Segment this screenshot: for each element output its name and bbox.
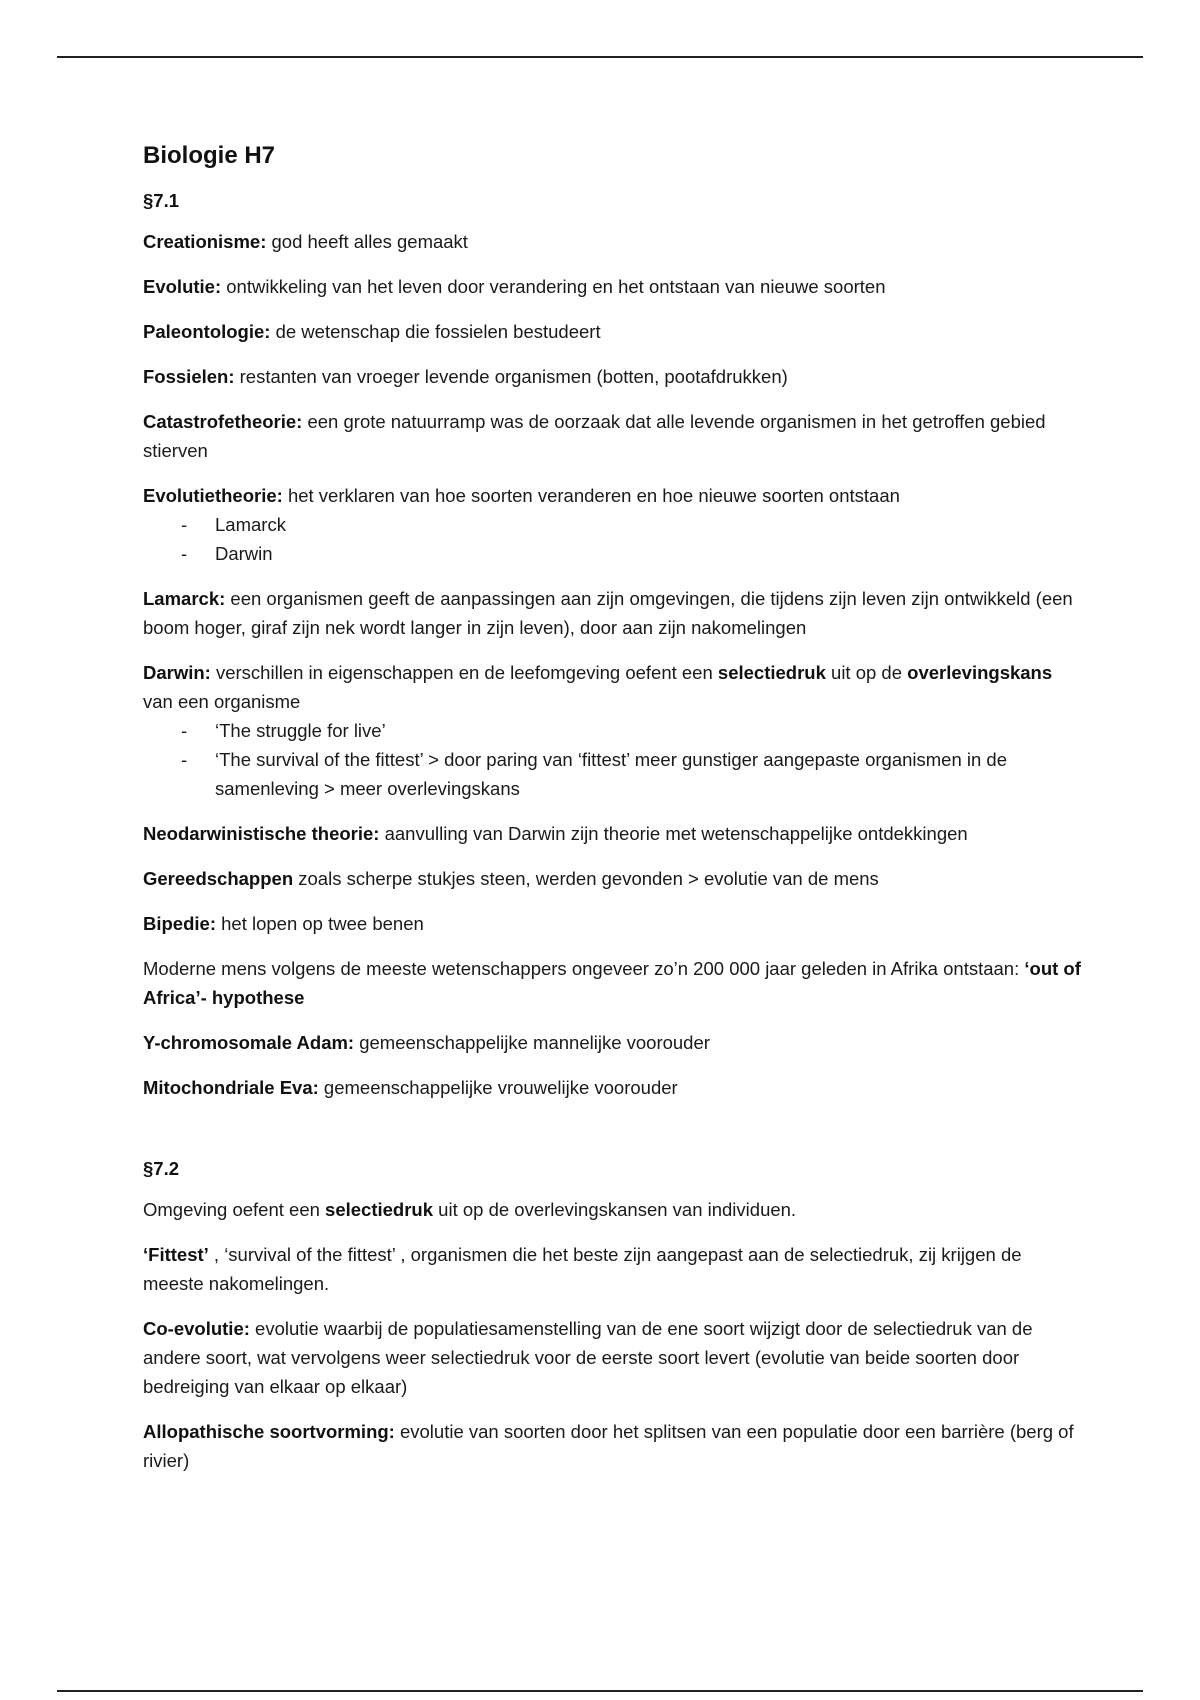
definition-text: ontwikkeling van het leven door verandering en het ontstaan van nieuwe soorten xyxy=(221,276,886,297)
list-item: - ‘The survival of the fittest’ > door paring van ‘fittest’ meer gunstiger aangepaste organismen in de samenleving > meer overlevingskans xyxy=(143,745,1083,803)
definition-text: de wetenschap die fossielen bestudeert xyxy=(270,321,601,342)
term: Mitochondriale Eva: xyxy=(143,1077,319,1098)
definition-text: restanten van vroeger levende organismen (botten, pootafdrukken) xyxy=(234,366,788,387)
list-item: - ‘The struggle for live’ xyxy=(143,716,1083,745)
term: Y-chromosomale Adam: xyxy=(143,1032,355,1053)
definition-y-chromosomale-adam xyxy=(143,1028,1083,1057)
term: ‘Fittest’ xyxy=(143,1244,209,1265)
definition-text: zoals scherpe stukjes steen, werden gevonden > evolutie van de mens xyxy=(293,868,879,889)
section-spacer xyxy=(143,1118,1083,1154)
definition-evolutie xyxy=(143,272,1083,301)
theory-list xyxy=(143,510,1083,568)
definition-catastrofetheorie xyxy=(143,407,1083,465)
list-item: - Lamarck xyxy=(143,510,1083,539)
definition-neodarwinisme xyxy=(143,819,1083,848)
definition-paleontologie xyxy=(143,317,1083,346)
definition-text: gemeenschappelijke mannelijke voorouder xyxy=(354,1032,710,1053)
paragraph-text: Moderne mens volgens de meeste wetenschappers ongeveer zo’n 200 000 jaar geleden in Afrika ontstaan: xyxy=(143,958,1025,979)
section-heading-7-2: §7.2 xyxy=(143,1158,180,1179)
definition-text: god heeft alles gemaakt xyxy=(266,231,468,252)
emphasis: ‘out of Africa’- hypothese xyxy=(143,958,1081,1008)
definition-gereedschappen xyxy=(143,864,1083,893)
term: Fossielen: xyxy=(143,366,235,387)
definition-allopathische-soortvorming xyxy=(143,1417,1083,1475)
emphasis: overlevingskans xyxy=(907,662,1053,683)
definition-darwin xyxy=(143,658,1083,716)
term: Paleontologie: xyxy=(143,321,271,342)
document-body xyxy=(143,140,1083,1491)
definition-evolutietheorie xyxy=(143,481,1083,510)
definition-fossielen xyxy=(143,362,1083,391)
term: Lamarck: xyxy=(143,588,226,609)
definition-mitochondriale-eva xyxy=(143,1073,1083,1102)
definition-text: een grote natuurramp was de oorzaak dat alle levende organismen in het getroffen gebied stierven xyxy=(143,411,1046,461)
term: Co-evolutie: xyxy=(143,1318,250,1339)
emphasis: selectiedruk xyxy=(325,1199,434,1220)
term: Creationisme: xyxy=(143,231,267,252)
paragraph-text: uit op de overlevingskansen van individuen. xyxy=(433,1199,797,1220)
definition-text: aanvulling van Darwin zijn theorie met wetenschappelijke ontdekkingen xyxy=(379,823,968,844)
definition-creationisme xyxy=(143,227,1083,256)
darwin-list xyxy=(143,716,1083,803)
definition-co-evolutie xyxy=(143,1314,1083,1401)
paragraph-text: Omgeving oefent een xyxy=(143,1199,326,1220)
definition-text: verschillen in eigenschappen en de leefomgeving oefent een xyxy=(210,662,718,683)
term: Bipedie: xyxy=(143,913,216,934)
term: Allopathische soortvorming: xyxy=(143,1421,395,1442)
definition-text: uit op de xyxy=(825,662,908,683)
definition-text: , ‘survival of the fittest’ , organismen die het beste zijn aangepast aan de selectiedruk, zij krijgen de meeste nakomelingen. xyxy=(143,1244,1022,1294)
term: Neodarwinistische theorie: xyxy=(143,823,380,844)
definition-text: het verklaren van hoe soorten veranderen en hoe nieuwe soorten ontstaan xyxy=(282,485,900,506)
paragraph-moderne-mens xyxy=(143,954,1083,1012)
term: Evolutietheorie: xyxy=(143,485,283,506)
term: Gereedschappen xyxy=(143,868,294,889)
definition-text: gemeenschappelijke vrouwelijke voorouder xyxy=(318,1077,678,1098)
term: Evolutie: xyxy=(143,276,222,297)
term: Darwin: xyxy=(143,662,211,683)
paragraph-omgeving xyxy=(143,1195,1083,1224)
definition-bipedie xyxy=(143,909,1083,938)
list-item: - Darwin xyxy=(143,539,1083,568)
definition-text: een organismen geeft de aanpassingen aan zijn omgevingen, die tijdens zijn leven zijn ontwikkeld (een boom hoger, giraf zijn nek wordt langer in zijn leven), door aan zijn nakomelingen xyxy=(143,588,1073,638)
section-heading-7-1: §7.1 xyxy=(143,190,180,211)
definition-fittest xyxy=(143,1240,1083,1298)
header-rule xyxy=(57,56,1143,58)
definition-text: het lopen op twee benen xyxy=(215,913,424,934)
footer-rule xyxy=(57,1690,1143,1692)
definition-text: evolutie waarbij de populatiesamenstelling van de ene soort wijzigt door de selectiedruk van de andere soort, wat vervolgens weer selectiedruk voor de eerste soort levert (evolutie van beide soorten door bedreiging van elkaar op elkaar) xyxy=(143,1318,1033,1397)
emphasis: selectiedruk xyxy=(717,662,826,683)
definition-text: van een organisme xyxy=(143,691,301,712)
document-title: Biologie H7 xyxy=(143,142,276,169)
term: Catastrofetheorie: xyxy=(143,411,303,432)
definition-text: evolutie van soorten door het splitsen van een populatie door een barrière (berg of rivier) xyxy=(143,1421,1074,1471)
definition-lamarck xyxy=(143,584,1083,642)
